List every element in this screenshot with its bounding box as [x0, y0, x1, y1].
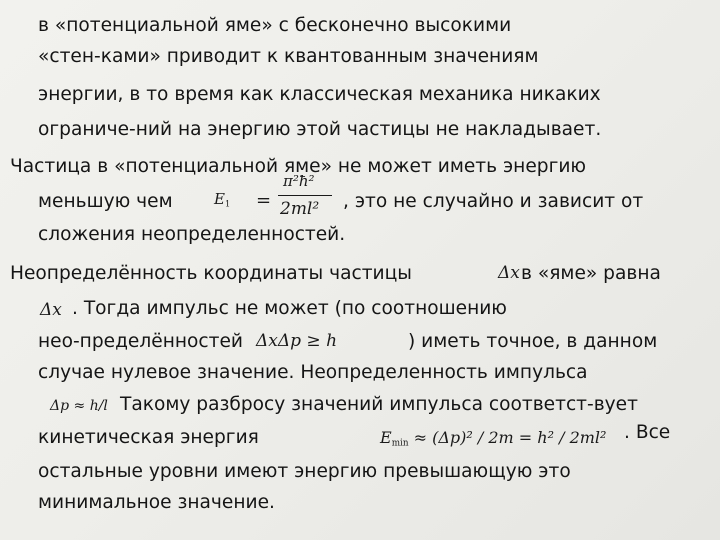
- text-line-12: Такому разбросу значений импульса соответст-вует: [120, 394, 638, 415]
- formula-delta-p: Δp ≈ h/l: [50, 398, 108, 414]
- formula-e1-denominator: 2ml²: [280, 199, 320, 219]
- text-line-9: . Тогда импульс не может (по соотношению: [72, 298, 507, 319]
- text-line-6b: , это не случайно и зависит от: [343, 191, 644, 212]
- formula-uncertainty: ΔxΔp ≥ h: [256, 331, 338, 351]
- formula-delta-x-1: Δx: [498, 263, 520, 283]
- text-line-8a: Неопределённость координаты частицы: [10, 263, 412, 284]
- text-line-2: «стен-ками» приводит к квантованным значениям: [38, 46, 539, 67]
- text-line-5: Частица в «потенциальной яме» не может иметь энергию: [10, 156, 587, 177]
- formula-e1-subscript: 1: [224, 198, 231, 209]
- text-line-10b: ) иметь точное, в данном: [408, 331, 658, 352]
- text-line-1: в «потенциальной яме» с бесконечно высокими: [38, 15, 512, 36]
- text-line-15: минимальное значение.: [38, 492, 275, 513]
- formula-e1-equals: =: [256, 190, 272, 211]
- text-line-14: остальные уровни имеют энергию превышающую это: [38, 461, 571, 482]
- formula-e1-numerator: π²ħ²: [283, 172, 315, 190]
- text-line-10a: нео-пределённостей: [38, 331, 243, 352]
- text-line-3: энергии, в то время как классическая механика никаких: [38, 84, 601, 105]
- text-line-6a: меньшую чем: [38, 191, 173, 212]
- formula-e1-symbol: E: [214, 190, 225, 208]
- formula-e1-lhs: [214, 192, 230, 208]
- formula-emin: [380, 430, 606, 448]
- text-line-4: ограниче-ний на энергию этой частицы не накладывает.: [38, 119, 602, 140]
- text-line-13b: . Все: [624, 422, 671, 443]
- formula-emin-symbol: E: [380, 428, 392, 447]
- formula-delta-x-2: Δx: [40, 300, 62, 320]
- text-line-8b: в «яме» равна: [521, 263, 661, 284]
- text-line-11: случае нулевое значение. Неопределенность импульса: [38, 362, 588, 383]
- text-line-13a: кинетическая энергия: [38, 427, 259, 448]
- formula-emin-subscript: min: [391, 438, 409, 449]
- formula-emin-rhs: ≈ (Δp)² / 2m = h² / 2ml²: [413, 428, 607, 447]
- text-line-7: сложения неопределенностей.: [38, 224, 346, 245]
- formula-e1-fraction-bar: [278, 195, 332, 196]
